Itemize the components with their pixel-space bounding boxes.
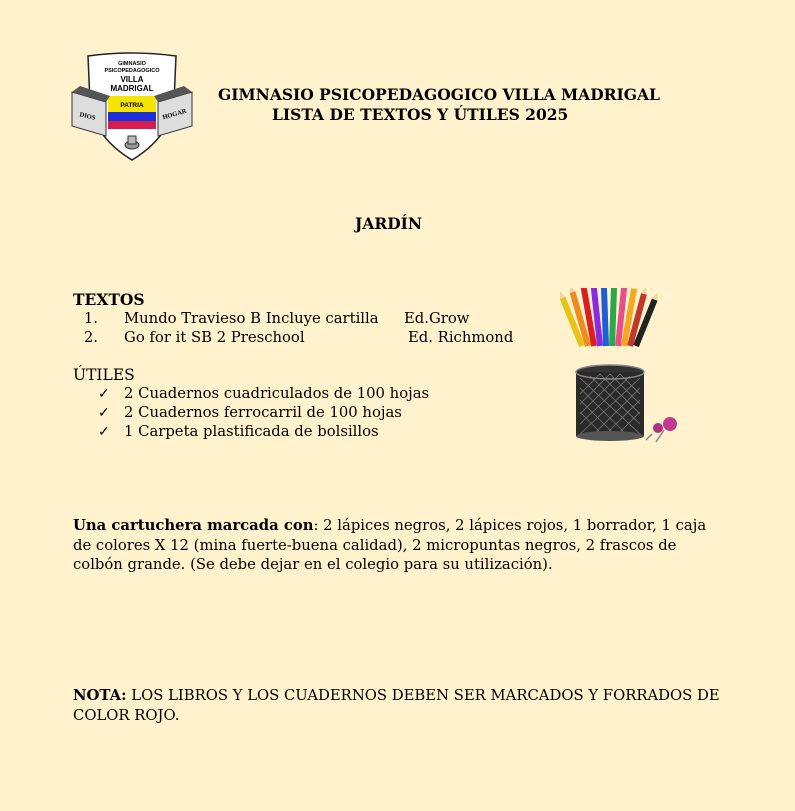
utiles-item-text: 2 Cuadernos cuadriculados de 100 hojas	[124, 385, 430, 402]
check-icon: ✓	[98, 386, 110, 402]
textos-item-publisher: Ed. Richmond	[408, 329, 514, 346]
check-icon: ✓	[98, 424, 110, 440]
cartuchera-text: : 2 lápices negros, 2 lápices rojos, 1 borrador, 1 caja de colores X 12 (mina fuerte-buena calidad), 2 micropuntas negros, 2 frascos de colbón grande. (Se debe dejar en el colegio para su utilización).	[73, 517, 707, 573]
list-title: LISTA DE TEXTOS Y ÚTILES 2025	[272, 105, 569, 124]
colored-pencils	[560, 288, 661, 347]
logo-top-text-1: GIMNASIO	[118, 61, 146, 67]
utiles-item-text: 2 Cuadernos ferrocarril de 100 hojas	[124, 404, 402, 421]
school-logo	[70, 52, 194, 162]
cartuchera-paragraph	[73, 516, 723, 575]
utiles-item	[98, 423, 110, 440]
textos-item	[78, 310, 98, 327]
nota-paragraph	[73, 686, 723, 725]
textos-item-number: 1.	[83, 310, 98, 327]
textos-item-publisher: Ed.Grow	[404, 310, 470, 327]
textos-item-number: 2.	[83, 329, 98, 346]
utiles-item-text: 1 Carpeta plastificada de bolsillos	[124, 423, 379, 440]
textos-title: TEXTOS	[73, 290, 145, 309]
logo-flag-blue	[108, 112, 156, 121]
logo-left-book-text: DIOS	[78, 111, 96, 122]
logo-name-1: VILLA	[120, 75, 144, 84]
nota-text: LOS LIBROS Y LOS CUADERNOS DEBEN SER MARCADOS Y FORRADOS DE COLOR ROJO.	[73, 687, 720, 724]
logo-flag-red	[108, 121, 156, 129]
cartuchera-label: Una cartuchera marcada con	[73, 517, 314, 534]
textos-item	[78, 329, 98, 346]
logo-right-book-text: HOGAR	[161, 107, 188, 122]
pencil-cup-icon	[560, 288, 688, 448]
utiles-item	[98, 404, 110, 421]
nota-label: NOTA:	[73, 687, 127, 704]
utiles-title: ÚTILES	[73, 366, 135, 384]
school-name: GIMNASIO PSICOPEDAGOGICO VILLA MADRIGAL	[218, 85, 660, 104]
grade-title: JARDÍN	[355, 214, 423, 233]
logo-name-2: MADRIGAL	[110, 84, 154, 93]
check-icon: ✓	[98, 405, 110, 421]
push-pins-icon	[646, 417, 677, 442]
mesh-cup	[576, 365, 644, 441]
logo-top-text-2: PSICOPEDAGOGICO	[104, 68, 160, 74]
textos-item-title: Go for it SB 2 Preschool	[124, 329, 305, 346]
logo-flag-word: PATRIA	[120, 102, 144, 109]
utiles-item	[98, 385, 110, 402]
textos-item-title: Mundo Travieso B Incluye cartilla	[124, 310, 379, 327]
